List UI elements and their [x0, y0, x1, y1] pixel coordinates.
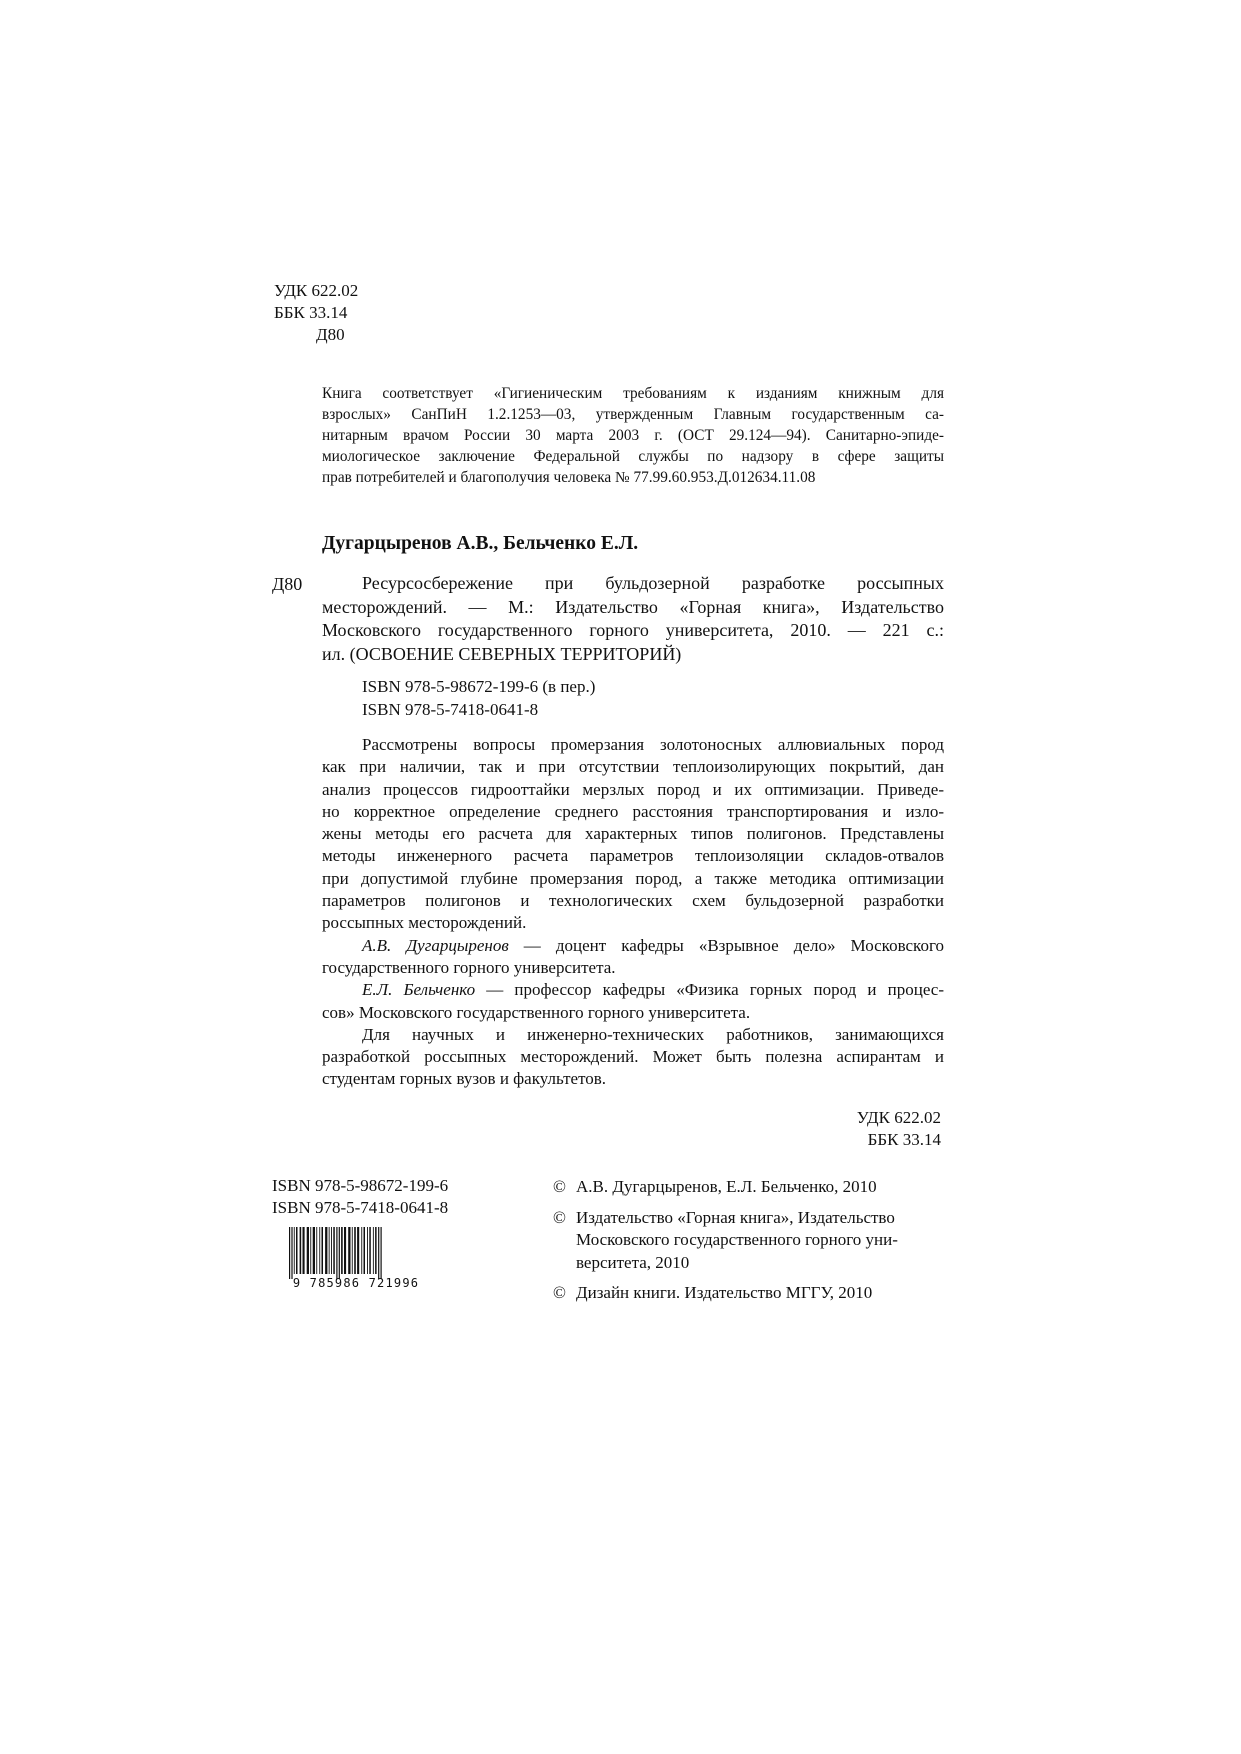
bbk-code: ББК 33.14 [274, 303, 348, 322]
barcode-bar [291, 1227, 292, 1279]
author-bio-line [322, 935, 944, 957]
annotation-line: при допустимой глубине промерзания пород, а также методика оптимизации [322, 868, 944, 888]
author-name: А.В. Дугарцыренов [362, 935, 509, 955]
barcode-bar [375, 1227, 377, 1274]
udk-code: УДК 622.02 [274, 281, 359, 300]
barcode-bar [367, 1227, 368, 1274]
audience-line: разработкой россыпных месторождений. Может быть полезна аспирантам и [322, 1047, 944, 1067]
classification-top [274, 280, 358, 346]
barcode-bar [307, 1227, 309, 1274]
barcode-bar [325, 1227, 327, 1274]
annotation-line: методы инженерного расчета параметров теплоизоляции складов-отвалов [322, 846, 944, 866]
isbn-entry: ISBN 978-5-7418-0641-8 [272, 1198, 449, 1217]
title-line: Ресурсосбережение при бульдозерной разработке россыпных [362, 573, 944, 593]
barcode-bar [378, 1227, 379, 1279]
barcode-bar [341, 1227, 343, 1274]
title-line: ил. (ОСВОЕНИЕ СЕВЕРНЫХ ТЕРРИТОРИЙ) [322, 643, 682, 664]
notice-line: прав потребителей и благополучия человека № 77.99.60.953.Д.012634.11.08 [322, 469, 816, 486]
notice-line: миологическое заключение Федеральной службы по надзору в сфере защиты [322, 448, 944, 465]
copyright-text: Московского государственного горного уни- [576, 1230, 898, 1249]
annotation-line: анализ процессов гидрооттайки мерзлых пород и их оптимизации. Приведе- [322, 779, 944, 799]
copyright-item [553, 1282, 953, 1305]
barcode-bar [296, 1227, 298, 1274]
isbn-entry: ISBN 978-5-98672-199-6 (в пер.) [362, 677, 596, 696]
hygiene-notice [322, 383, 944, 488]
isbn-bottom [272, 1175, 448, 1219]
audience-line: студентам горных вузов и факультетов. [322, 1069, 607, 1089]
author-bio-line: государственного горного университета. [322, 957, 616, 977]
barcode-bar [348, 1227, 350, 1274]
barcode-bar [331, 1227, 332, 1274]
audience-line: Для научных и инженерно-технических работников, занимающихся [362, 1024, 944, 1044]
annotation-line: россыпных месторождений. [322, 913, 527, 933]
catalog-code: Д80 [272, 574, 303, 594]
copyright-text: Дизайн книги. Издательство МГГУ, 2010 [576, 1283, 873, 1302]
barcode-bar [319, 1227, 320, 1274]
barcode-bar [339, 1227, 340, 1279]
copyright-icon: © [553, 1283, 566, 1302]
bbk-code: ББК 33.14 [867, 1130, 941, 1149]
author-name: Е.Л. Бельченко [362, 980, 476, 1000]
notice-line: взрослых» СанПиН 1.2.1253—03, утвержденным Главным государственным са- [322, 406, 944, 423]
barcode-bar [373, 1227, 374, 1274]
annotation [322, 734, 944, 1091]
barcode-digits: 9 785986 721996 [292, 1276, 420, 1289]
barcode-bar [289, 1227, 290, 1279]
barcode-bar [313, 1227, 315, 1274]
barcode-bar [329, 1227, 330, 1274]
bibliographic-description [322, 572, 944, 666]
annotation-line: параметров полигонов и технологических схем бульдозерной разработки [322, 891, 944, 911]
barcode-bar [316, 1227, 317, 1274]
udk-code: УДК 622.02 [856, 1108, 941, 1127]
notice-line: нитарным врачом России 30 марта 2003 г. (ОСТ 29.124—94). Санитарно-эпиде- [322, 427, 944, 444]
isbn-entry: ISBN 978-5-7418-0641-8 [362, 699, 539, 719]
title-line: месторождений. — М.: Издательство «Горная книга», Издательство [322, 596, 944, 617]
notice-line: Книга соответствует «Гигиеническим требованиям к изданиям книжным для [322, 385, 944, 402]
annotation-line: но корректное определение среднего расстояния транспортирования и изло- [322, 801, 944, 821]
barcode-bar [344, 1227, 346, 1274]
isbn-entry: ISBN 978-5-98672-199-6 [272, 1176, 449, 1195]
barcode-bar [294, 1227, 295, 1274]
authors-heading: Дугарцыренов А.В., Бельченко Е.Л. [322, 533, 639, 554]
barcode-bar [354, 1227, 356, 1274]
barcode-bar [364, 1227, 366, 1274]
classification-bottom [857, 1107, 941, 1151]
annotation-line: как при наличии, так и при отсутствии теплоизолирующих покрытий, дан [322, 757, 944, 777]
title-line: Московского государственного горного университета, 2010. — 221 с.: [322, 620, 944, 641]
author-bio-line: сов» Московского государственного горного университета. [322, 1002, 751, 1022]
barcode-bar [357, 1227, 359, 1274]
barcode-image [281, 1225, 431, 1289]
barcode-bar [303, 1227, 305, 1274]
author-bio-line [322, 979, 944, 1001]
author-mark: Д80 [316, 325, 345, 344]
barcode-bar [381, 1227, 382, 1279]
barcode-bar [300, 1227, 302, 1274]
barcode-bar [361, 1227, 362, 1274]
copyright-text: верситета, 2010 [576, 1252, 690, 1272]
barcode [281, 1225, 431, 1289]
barcode-bar [322, 1227, 324, 1274]
copyright-icon: © [553, 1177, 566, 1196]
barcode-bar [310, 1227, 311, 1274]
copyright-item [553, 1207, 953, 1275]
copyright-text: Издательство «Горная книга», Издательство [576, 1207, 895, 1227]
copyright-icon: © [553, 1207, 566, 1227]
barcode-bar [333, 1227, 335, 1274]
copyright-item [553, 1176, 953, 1199]
author-bio-text: — профессор кафедры «Физика горных пород и процес- [475, 980, 945, 1000]
barcode-bar [352, 1227, 353, 1274]
author-bio-text: — доцент кафедры «Взрывное дело» Московского [508, 935, 944, 955]
copyright-text: А.В. Дугарцыренов, Е.Л. Бельченко, 2010 [576, 1177, 877, 1196]
barcode-bar [336, 1227, 337, 1279]
annotation-line: Рассмотрены вопросы промерзания золотоносных аллювиальных пород [362, 735, 944, 754]
copyright-block [553, 1176, 953, 1313]
isbn-list [362, 676, 595, 722]
annotation-line: жены методы его расчета для характерных типов полигонов. Представлены [322, 824, 944, 844]
barcode-bar [369, 1227, 371, 1274]
